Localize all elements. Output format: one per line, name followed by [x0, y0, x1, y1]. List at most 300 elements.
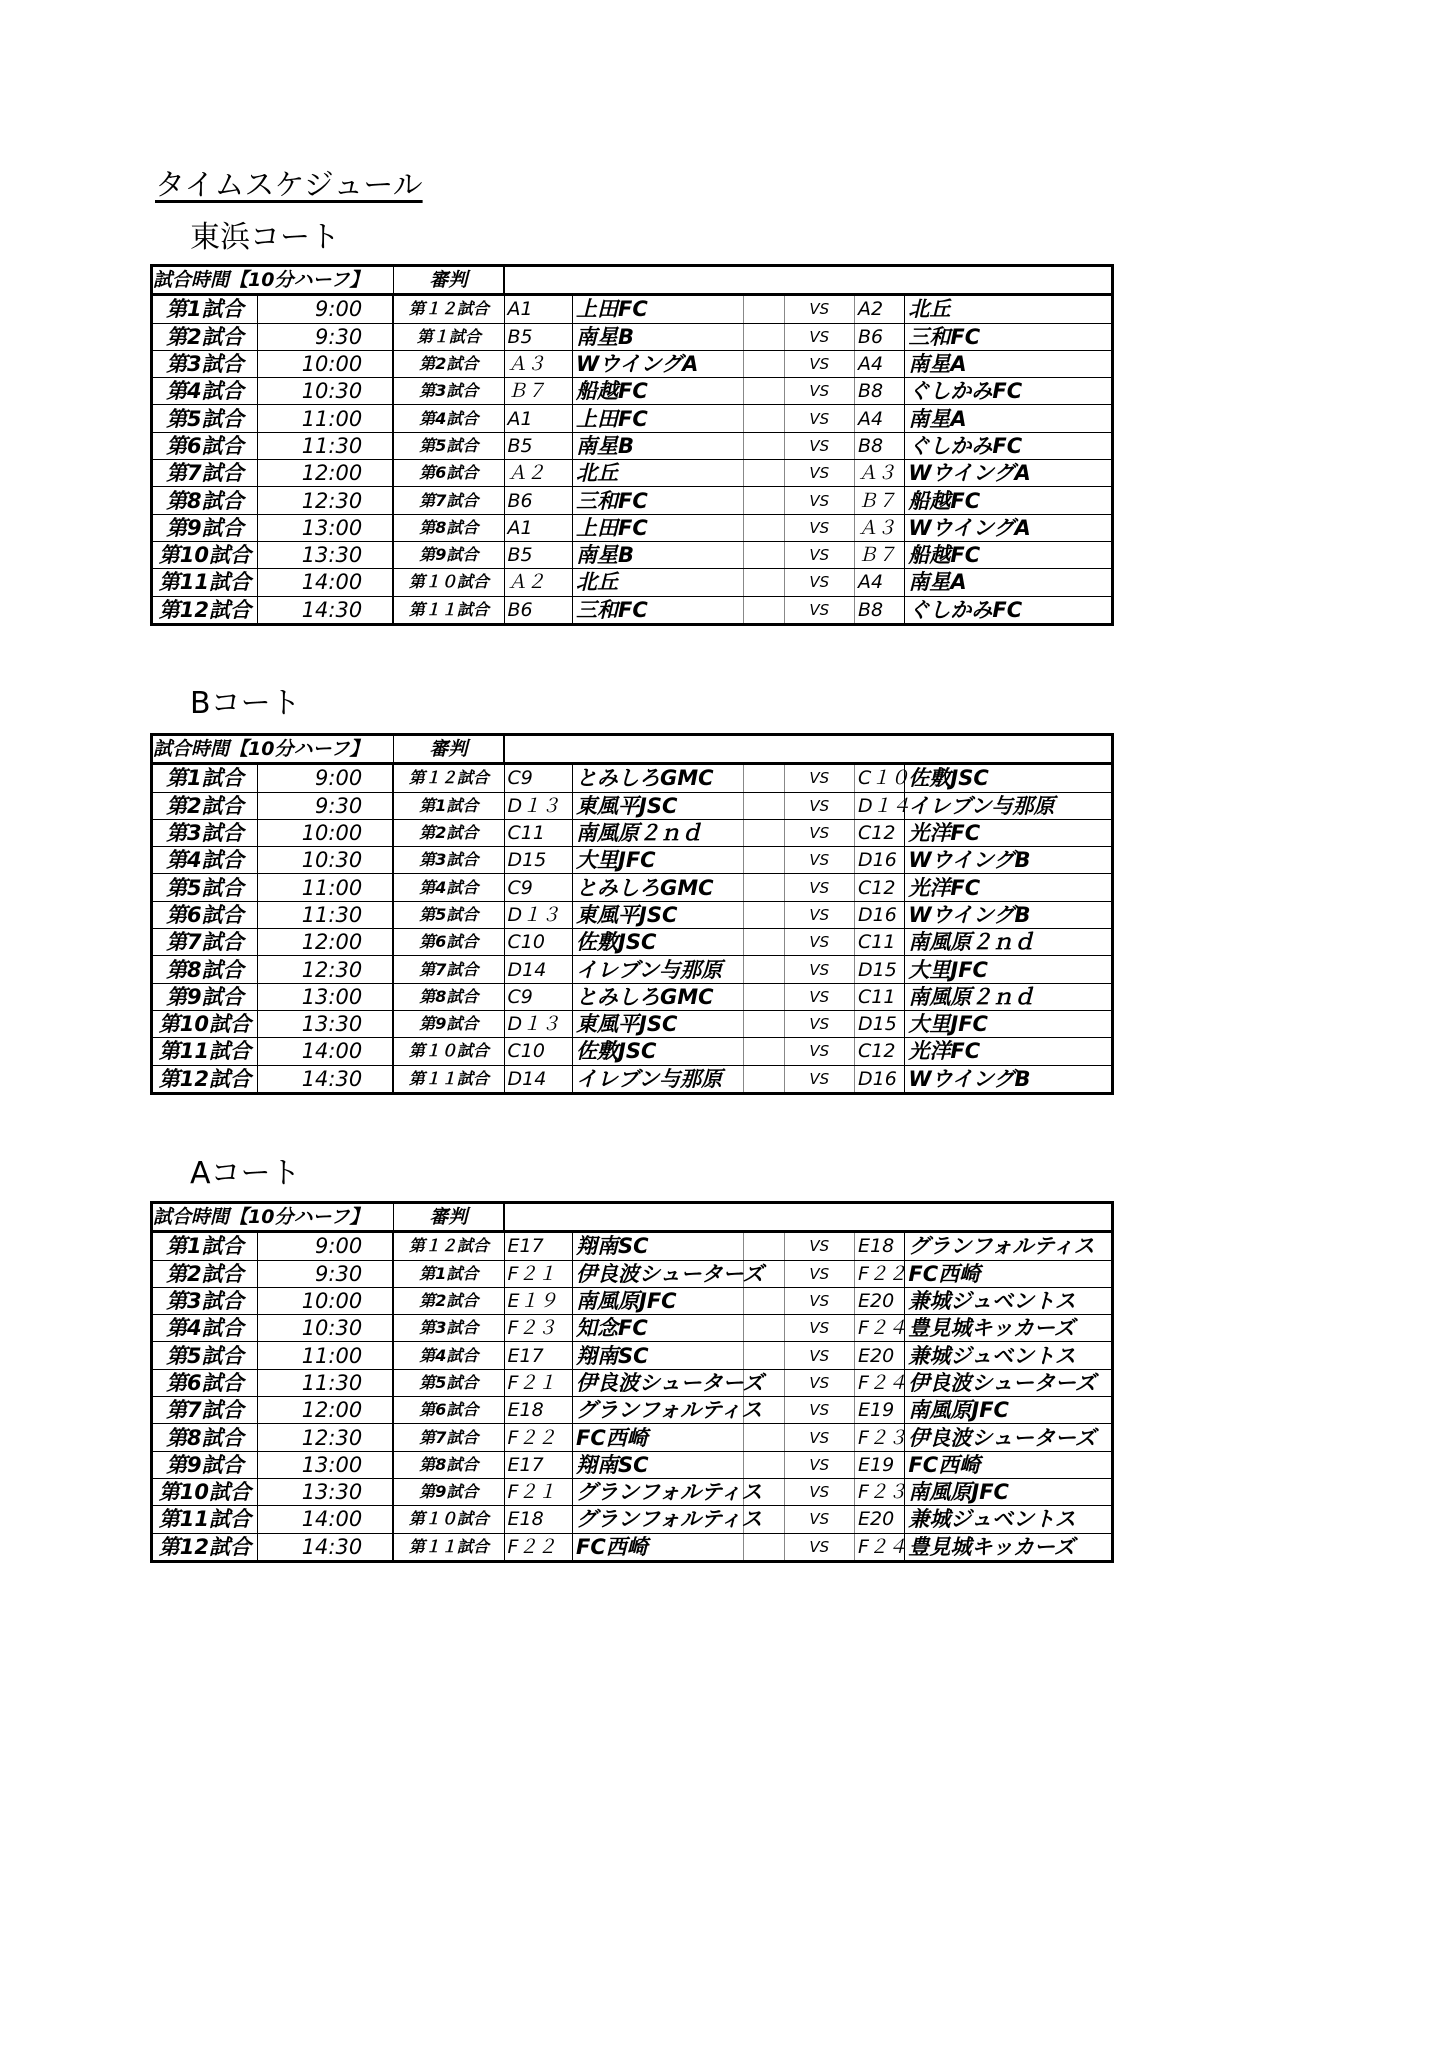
team1-name: 東風平JSC	[573, 792, 744, 819]
table-row	[152, 295, 1113, 323]
team2-code: E20	[855, 1287, 905, 1314]
kickoff-time: 13:00	[257, 1451, 393, 1478]
court-title-higashihama: 東浜コート	[190, 220, 340, 255]
header-referee: 審判	[393, 1203, 504, 1232]
table-row	[152, 874, 1113, 901]
team1-name: 佐敷JSC	[573, 1038, 744, 1065]
game-number: 第4試合	[152, 847, 258, 874]
kickoff-time: 12:30	[257, 487, 393, 514]
spacer-cell	[744, 569, 784, 596]
team1-code: F２１	[504, 1260, 572, 1287]
table-row	[152, 1397, 1113, 1424]
kickoff-time: 10:00	[257, 1287, 393, 1314]
team1-name: とみしろGMC	[573, 764, 744, 792]
table-row	[152, 929, 1113, 956]
team1-code: C9	[504, 764, 572, 792]
referee-assignment: 第１１試合	[393, 596, 504, 624]
vs-label: VS	[784, 929, 855, 956]
team1-name: イレブン与那原	[573, 1065, 744, 1093]
team2-code: Ａ３	[855, 460, 905, 487]
team1-code: E18	[504, 1506, 572, 1533]
team2-code: A4	[855, 569, 905, 596]
game-number: 第2試合	[152, 1260, 258, 1287]
kickoff-time: 9:30	[257, 1260, 393, 1287]
kickoff-time: 10:30	[257, 847, 393, 874]
game-number: 第6試合	[152, 1369, 258, 1396]
court-title-a: Aコート	[190, 1156, 301, 1191]
team1-name: 上田FC	[573, 405, 744, 432]
table-row	[152, 847, 1113, 874]
kickoff-time: 9:30	[257, 792, 393, 819]
header-game-time: 試合時間【10分ハーフ】	[152, 266, 394, 295]
table-row	[152, 432, 1113, 459]
vs-label: VS	[784, 295, 855, 323]
table-row	[152, 405, 1113, 432]
team2-code: C12	[855, 819, 905, 846]
team1-code: F２２	[504, 1533, 572, 1561]
referee-assignment: 第2試合	[393, 819, 504, 846]
team2-code: Ｂ７	[855, 541, 905, 568]
game-number: 第9試合	[152, 514, 258, 541]
vs-label: VS	[784, 1533, 855, 1561]
spacer-cell	[744, 956, 784, 983]
referee-assignment: 第9試合	[393, 1478, 504, 1505]
team2-name: 船越FC	[905, 541, 1113, 568]
team2-code: Ａ３	[855, 514, 905, 541]
table-row	[152, 350, 1113, 377]
team1-code: D14	[504, 956, 572, 983]
team1-code: A1	[504, 295, 572, 323]
team1-code: C11	[504, 819, 572, 846]
kickoff-time: 9:00	[257, 764, 393, 792]
team2-code: D16	[855, 1065, 905, 1093]
team2-name: FC西崎	[905, 1451, 1113, 1478]
table-row	[152, 1232, 1113, 1260]
team1-name: 南風原JFC	[573, 1287, 744, 1314]
team2-name: 光洋FC	[905, 1038, 1113, 1065]
team1-name: 上田FC	[573, 514, 744, 541]
team1-name: 東風平JSC	[573, 1010, 744, 1037]
team2-code: F２２	[855, 1260, 905, 1287]
team1-code: F２２	[504, 1424, 572, 1451]
game-number: 第5試合	[152, 874, 258, 901]
team1-code: E17	[504, 1232, 572, 1260]
vs-label: VS	[784, 432, 855, 459]
team1-name: グランフォルティス	[573, 1506, 744, 1533]
team1-code: B6	[504, 596, 572, 624]
team2-name: WウイングB	[905, 1065, 1113, 1093]
team2-name: 兼城ジュベントス	[905, 1287, 1113, 1314]
game-number: 第5試合	[152, 405, 258, 432]
table-row	[152, 764, 1113, 792]
game-number: 第9試合	[152, 1451, 258, 1478]
table-row	[152, 901, 1113, 928]
referee-assignment: 第4試合	[393, 874, 504, 901]
spacer-cell	[744, 901, 784, 928]
team2-name: 船越FC	[905, 487, 1113, 514]
referee-assignment: 第3試合	[393, 847, 504, 874]
team1-code: D15	[504, 847, 572, 874]
kickoff-time: 14:30	[257, 596, 393, 624]
table-row	[152, 819, 1113, 846]
team1-name: 伊良波シューターズ	[573, 1369, 744, 1396]
referee-assignment: 第9試合	[393, 541, 504, 568]
game-number: 第3試合	[152, 350, 258, 377]
referee-assignment: 第１２試合	[393, 1232, 504, 1260]
team1-code: Ａ２	[504, 569, 572, 596]
table-row	[152, 1478, 1113, 1505]
team1-code: F２３	[504, 1315, 572, 1342]
referee-assignment: 第１１試合	[393, 1065, 504, 1093]
team2-name: 南星A	[905, 569, 1113, 596]
kickoff-time: 12:00	[257, 1397, 393, 1424]
game-number: 第12試合	[152, 1533, 258, 1561]
team1-name: 上田FC	[573, 295, 744, 323]
kickoff-time: 14:00	[257, 1506, 393, 1533]
team1-code: B6	[504, 487, 572, 514]
team1-name: 船越FC	[573, 378, 744, 405]
team2-code: E19	[855, 1451, 905, 1478]
team2-name: 光洋FC	[905, 874, 1113, 901]
spacer-cell	[744, 487, 784, 514]
table-row	[152, 1451, 1113, 1478]
team2-name: WウイングA	[905, 514, 1113, 541]
kickoff-time: 11:00	[257, 1342, 393, 1369]
team1-name: 翔南SC	[573, 1342, 744, 1369]
referee-assignment: 第7試合	[393, 1424, 504, 1451]
vs-label: VS	[784, 405, 855, 432]
vs-label: VS	[784, 569, 855, 596]
team1-code: Ａ３	[504, 350, 572, 377]
game-number: 第12試合	[152, 1065, 258, 1093]
game-number: 第10試合	[152, 1010, 258, 1037]
spacer-cell	[744, 1232, 784, 1260]
vs-label: VS	[784, 460, 855, 487]
table-header-row	[152, 735, 1113, 764]
vs-label: VS	[784, 1424, 855, 1451]
table-row	[152, 1065, 1113, 1093]
referee-assignment: 第2試合	[393, 1287, 504, 1314]
team2-code: B6	[855, 323, 905, 350]
spacer-cell	[744, 1451, 784, 1478]
team1-name: とみしろGMC	[573, 874, 744, 901]
game-number: 第7試合	[152, 929, 258, 956]
team1-name: 大里JFC	[573, 847, 744, 874]
game-number: 第7試合	[152, 1397, 258, 1424]
referee-assignment: 第1試合	[393, 1260, 504, 1287]
table-header-row	[152, 266, 1113, 295]
spacer-cell	[744, 983, 784, 1010]
vs-label: VS	[784, 1232, 855, 1260]
spacer-cell	[744, 1315, 784, 1342]
vs-label: VS	[784, 901, 855, 928]
spacer-cell	[744, 764, 784, 792]
game-number: 第10試合	[152, 541, 258, 568]
team1-code: Ａ２	[504, 460, 572, 487]
referee-assignment: 第１０試合	[393, 569, 504, 596]
kickoff-time: 12:30	[257, 1424, 393, 1451]
team2-code: D16	[855, 847, 905, 874]
team1-name: FC西崎	[573, 1533, 744, 1561]
team2-name: 南風原２ｎｄ	[905, 929, 1113, 956]
table-row	[152, 1533, 1113, 1561]
game-number: 第2試合	[152, 792, 258, 819]
spacer-cell	[744, 350, 784, 377]
vs-label: VS	[784, 1342, 855, 1369]
team1-code: B5	[504, 432, 572, 459]
kickoff-time: 12:00	[257, 929, 393, 956]
team2-name: 伊良波シューターズ	[905, 1424, 1113, 1451]
team1-name: 翔南SC	[573, 1451, 744, 1478]
kickoff-time: 9:30	[257, 323, 393, 350]
kickoff-time: 9:00	[257, 1232, 393, 1260]
team2-name: ぐしかみFC	[905, 378, 1113, 405]
vs-label: VS	[784, 596, 855, 624]
team2-name: 三和FC	[905, 323, 1113, 350]
team1-code: C9	[504, 983, 572, 1010]
game-number: 第2試合	[152, 323, 258, 350]
team2-code: E19	[855, 1397, 905, 1424]
team1-code: B5	[504, 541, 572, 568]
vs-label: VS	[784, 1287, 855, 1314]
referee-assignment: 第4試合	[393, 405, 504, 432]
team2-code: F２４	[855, 1533, 905, 1561]
schedule-table-b	[150, 733, 1114, 1095]
game-number: 第1試合	[152, 764, 258, 792]
spacer-cell	[744, 405, 784, 432]
header-game-time: 試合時間【10分ハーフ】	[152, 735, 394, 764]
team2-name: ぐしかみFC	[905, 596, 1113, 624]
spacer-cell	[744, 432, 784, 459]
header-referee: 審判	[393, 735, 504, 764]
team2-name: 伊良波シューターズ	[905, 1369, 1113, 1396]
schedule-table-higashihama	[150, 264, 1114, 626]
vs-label: VS	[784, 1397, 855, 1424]
vs-label: VS	[784, 956, 855, 983]
team1-code: D１３	[504, 792, 572, 819]
team1-name: WウイングA	[573, 350, 744, 377]
team1-name: 佐敷JSC	[573, 929, 744, 956]
team2-code: A4	[855, 350, 905, 377]
team2-code: B8	[855, 596, 905, 624]
team2-code: C11	[855, 983, 905, 1010]
table-row	[152, 1287, 1113, 1314]
vs-label: VS	[784, 1260, 855, 1287]
vs-label: VS	[784, 541, 855, 568]
spacer-cell	[744, 378, 784, 405]
game-number: 第9試合	[152, 983, 258, 1010]
schedule-table-a	[150, 1201, 1114, 1563]
referee-assignment: 第2試合	[393, 350, 504, 377]
referee-assignment: 第8試合	[393, 983, 504, 1010]
table-row	[152, 1424, 1113, 1451]
team2-code: C12	[855, 1038, 905, 1065]
team1-name: 南星B	[573, 541, 744, 568]
table-row	[152, 596, 1113, 624]
team2-name: 豊見城キッカーズ	[905, 1533, 1113, 1561]
kickoff-time: 10:30	[257, 1315, 393, 1342]
vs-label: VS	[784, 1506, 855, 1533]
game-number: 第11試合	[152, 1506, 258, 1533]
referee-assignment: 第7試合	[393, 956, 504, 983]
team2-name: 南星A	[905, 405, 1113, 432]
team2-code: D15	[855, 1010, 905, 1037]
referee-assignment: 第１０試合	[393, 1506, 504, 1533]
game-number: 第10試合	[152, 1478, 258, 1505]
kickoff-time: 11:30	[257, 432, 393, 459]
kickoff-time: 13:30	[257, 1010, 393, 1037]
team1-code: C10	[504, 1038, 572, 1065]
court-title-b: Bコート	[190, 686, 301, 721]
table-row	[152, 956, 1113, 983]
team1-name: 南星B	[573, 323, 744, 350]
table-row	[152, 378, 1113, 405]
team2-code: F２４	[855, 1369, 905, 1396]
kickoff-time: 12:00	[257, 460, 393, 487]
referee-assignment: 第6試合	[393, 460, 504, 487]
referee-assignment: 第8試合	[393, 1451, 504, 1478]
team2-code: E20	[855, 1506, 905, 1533]
kickoff-time: 14:00	[257, 569, 393, 596]
spacer-cell	[744, 1287, 784, 1314]
table-row	[152, 541, 1113, 568]
game-number: 第8試合	[152, 956, 258, 983]
team2-code: F２３	[855, 1424, 905, 1451]
kickoff-time: 13:00	[257, 514, 393, 541]
game-number: 第6試合	[152, 901, 258, 928]
spacer-cell	[744, 1038, 784, 1065]
page-title: タイムスケジュール	[155, 168, 423, 203]
table-row	[152, 1342, 1113, 1369]
kickoff-time: 12:30	[257, 956, 393, 983]
referee-assignment: 第3試合	[393, 1315, 504, 1342]
game-number: 第11試合	[152, 1038, 258, 1065]
team1-code: E17	[504, 1451, 572, 1478]
referee-assignment: 第5試合	[393, 1369, 504, 1396]
team1-name: 南星B	[573, 432, 744, 459]
team2-name: WウイングA	[905, 460, 1113, 487]
game-number: 第3試合	[152, 819, 258, 846]
referee-assignment: 第9試合	[393, 1010, 504, 1037]
kickoff-time: 11:00	[257, 405, 393, 432]
vs-label: VS	[784, 1010, 855, 1037]
kickoff-time: 11:30	[257, 901, 393, 928]
spacer-cell	[744, 847, 784, 874]
team1-code: E18	[504, 1397, 572, 1424]
spacer-cell	[744, 1533, 784, 1561]
spacer-cell	[744, 819, 784, 846]
team2-code: A2	[855, 295, 905, 323]
table-row	[152, 1010, 1113, 1037]
table-row	[152, 487, 1113, 514]
vs-label: VS	[784, 487, 855, 514]
team1-name: イレブン与那原	[573, 956, 744, 983]
table-row	[152, 1260, 1113, 1287]
vs-label: VS	[784, 1478, 855, 1505]
team1-name: 北丘	[573, 569, 744, 596]
team2-name: グランフォルティス	[905, 1232, 1113, 1260]
team2-name: WウイングB	[905, 847, 1113, 874]
team1-code: A1	[504, 514, 572, 541]
referee-assignment: 第8試合	[393, 514, 504, 541]
team2-name: FC西崎	[905, 1260, 1113, 1287]
spacer-cell	[744, 541, 784, 568]
kickoff-time: 14:00	[257, 1038, 393, 1065]
team2-code: C11	[855, 929, 905, 956]
vs-label: VS	[784, 983, 855, 1010]
team1-code: A1	[504, 405, 572, 432]
team2-code: D１４	[855, 792, 905, 819]
table-row	[152, 792, 1113, 819]
game-number: 第6試合	[152, 432, 258, 459]
team2-name: イレブン与那原	[905, 792, 1113, 819]
spacer-cell	[744, 460, 784, 487]
team1-name: 南風原２ｎｄ	[573, 819, 744, 846]
team1-code: D14	[504, 1065, 572, 1093]
table-row	[152, 1315, 1113, 1342]
team2-code: D16	[855, 901, 905, 928]
game-number: 第5試合	[152, 1342, 258, 1369]
kickoff-time: 13:30	[257, 1478, 393, 1505]
spacer-cell	[744, 596, 784, 624]
vs-label: VS	[784, 1451, 855, 1478]
vs-label: VS	[784, 514, 855, 541]
team2-code: Ｂ７	[855, 487, 905, 514]
team2-name: 南風原２ｎｄ	[905, 983, 1113, 1010]
spacer-cell	[744, 514, 784, 541]
team2-code: C１０	[855, 764, 905, 792]
table-row	[152, 460, 1113, 487]
vs-label: VS	[784, 378, 855, 405]
spacer-cell	[744, 323, 784, 350]
referee-assignment: 第1試合	[393, 792, 504, 819]
team1-code: C9	[504, 874, 572, 901]
table-row	[152, 323, 1113, 350]
team1-code: D１３	[504, 901, 572, 928]
spacer-cell	[744, 929, 784, 956]
kickoff-time: 13:30	[257, 541, 393, 568]
game-number: 第1試合	[152, 295, 258, 323]
header-matchup-blank	[504, 266, 1112, 295]
spacer-cell	[744, 1342, 784, 1369]
team2-name: 佐敷JSC	[905, 764, 1113, 792]
referee-assignment: 第4試合	[393, 1342, 504, 1369]
team2-name: ぐしかみFC	[905, 432, 1113, 459]
vs-label: VS	[784, 819, 855, 846]
team1-name: 北丘	[573, 460, 744, 487]
referee-assignment: 第6試合	[393, 1397, 504, 1424]
referee-assignment: 第１試合	[393, 323, 504, 350]
team2-name: 北丘	[905, 295, 1113, 323]
team1-name: 翔南SC	[573, 1232, 744, 1260]
table-row	[152, 983, 1113, 1010]
referee-assignment: 第１１試合	[393, 1533, 504, 1561]
referee-assignment: 第5試合	[393, 432, 504, 459]
kickoff-time: 14:30	[257, 1533, 393, 1561]
referee-assignment: 第１０試合	[393, 1038, 504, 1065]
team1-code: F２１	[504, 1369, 572, 1396]
game-number: 第12試合	[152, 596, 258, 624]
spacer-cell	[744, 1010, 784, 1037]
team1-name: とみしろGMC	[573, 983, 744, 1010]
team2-name: 大里JFC	[905, 956, 1113, 983]
table-row	[152, 514, 1113, 541]
kickoff-time: 11:30	[257, 1369, 393, 1396]
spacer-cell	[744, 295, 784, 323]
game-number: 第11試合	[152, 569, 258, 596]
team2-code: F２３	[855, 1478, 905, 1505]
game-number: 第3試合	[152, 1287, 258, 1314]
